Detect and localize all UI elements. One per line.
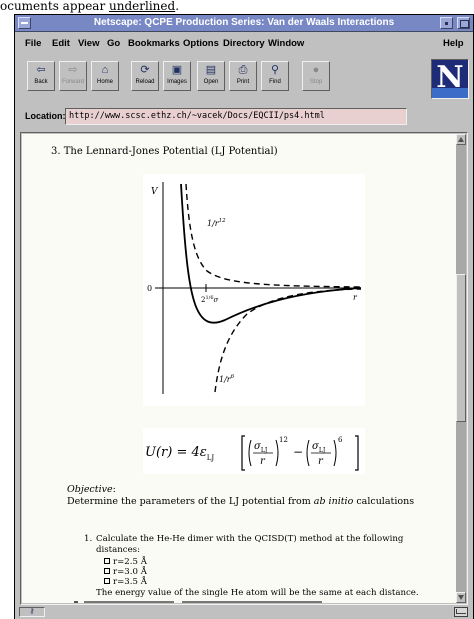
back-button[interactable]: ⇦ Back [27,61,55,91]
distance-item: r=2.5 Å [104,557,147,567]
svg-text:r: r [318,456,323,467]
netscape-n-icon: N [436,60,464,95]
svg-text:σLJ: $\sigma_{LJ}$ [254,441,268,454]
scroll-down-icon[interactable] [456,592,466,603]
forward-button[interactable]: ⇨ Forward [59,61,87,91]
zero-label: 0 [147,284,153,293]
cutoff-text [62,600,362,603]
stop-icon: ● [312,64,320,76]
print-icon: ⎙ [238,64,248,76]
home-icon: ⌂ [101,64,109,76]
lj-formula [143,428,365,474]
netscape-logo[interactable] [431,59,469,99]
svg-text:σLJ: $\sigma_{LJ}$ [312,441,326,454]
open-icon: ▤ [205,64,217,76]
lj-potential-graph [143,174,365,406]
attractive-label: $1/r^6$ [219,374,235,384]
forward-arrow-icon: ⇨ [68,64,78,76]
distance-item: r=3.5 Å [104,577,147,587]
content-frame [20,132,468,605]
menu-edit[interactable]: Edit [52,38,70,49]
objective-text: Determine the parameters of the LJ potential from ab initio calculations [67,496,415,507]
svg-text:6: 6 [338,436,343,444]
menu-bar [15,33,473,55]
v-label: V [151,187,158,197]
scroll-thumb[interactable] [456,274,466,422]
print-button[interactable]: ⎙ Print [229,61,257,91]
square-bullet-icon [104,558,110,564]
objective-label: Objective: [67,484,116,495]
lj-formula-svg [143,428,365,474]
scroll-up-icon[interactable] [456,134,466,145]
toolbar [15,55,473,105]
browser-window [14,14,474,619]
title-bar[interactable] [15,15,473,32]
square-bullet-icon [104,578,110,584]
svg-text:U(r) = 4εLJ: $U(r) = 4\varepsilon_{LJ}$ [145,445,215,462]
minimum-label: $2^{1/6}\sigma$ [201,295,219,304]
stop-button[interactable]: ● Stop [302,61,330,91]
status-bar [15,605,473,619]
section-heading: 3. The Lennard-Jones Potential (LJ Potential) [51,146,278,157]
square-bullet-icon [104,568,110,574]
svg-text:12: 12 [279,436,288,444]
svg-text:−: − [293,445,304,459]
svg-text:r: r [260,456,265,467]
menu-bookmarks[interactable]: Bookmarks [128,38,180,49]
menu-window[interactable]: Window [268,38,305,49]
location-input[interactable]: http://www.scsc.ethz.ch/~vacek/Docs/EQCII/ps4.html [65,108,407,125]
home-button[interactable]: ⌂ Home [91,61,119,91]
security-key-icon[interactable]: ⚷ [19,607,45,617]
maximize-icon[interactable] [457,17,470,29]
r-label: r [353,293,357,302]
page-content[interactable]: 3. The Lennard-Jones Potential (LJ Potential) V 0 r $1/r^{12}$ $1/r^6$ $2^{1/6}\sigma$ $U(r) = 4\varepsilon_{LJ}$ $\sigma_{LJ}$ r 12 − $\sigma_{LJ}$ r 6 Objective: Determine the parameters of the LJ potential from ab initio calculations 1. Calculate the He-He dimer with the QCISD(T) method at the following distances: r=2.5 Å r=3.0 Å r=3.5 Å The energy value of the single He atom will be the same at each distance. [22,134,456,603]
energy-note: The energy value of the single He atom will be the same at each distance. [96,588,419,598]
menu-directory[interactable]: Directory [223,38,265,49]
find-button[interactable]: ⚲ Find [261,61,289,91]
vertical-scrollbar[interactable] [456,134,466,603]
reload-button[interactable]: ⟳ Reload [131,61,159,91]
menu-view[interactable]: View [78,38,100,49]
images-icon: ▣ [171,64,183,76]
repulsive-curve [186,184,361,287]
menu-go[interactable]: Go [107,38,121,49]
repulsive-label: $1/r^{12}$ [207,218,226,228]
mail-icon[interactable] [454,607,468,617]
location-label: Location: [25,111,66,121]
menu-file[interactable]: File [25,38,42,49]
reload-icon: ⟳ [140,64,150,76]
find-icon: ⚲ [270,64,280,76]
location-bar [15,105,473,129]
minimize-icon[interactable] [440,17,453,29]
distance-item: r=3.0 Å [104,567,147,577]
lj-potential-plot [143,174,365,406]
window-title: Netscape: QCPE Production Series: Van der Waals Interactions [93,17,395,28]
back-arrow-icon: ⇦ [36,64,46,76]
menu-help[interactable]: Help [443,38,464,49]
images-button[interactable]: ▣ Images [163,61,191,91]
menu-options[interactable]: Options [183,38,219,49]
open-button[interactable]: ▤ Open [197,61,225,91]
attractive-curve [215,289,361,392]
page-text-snippet: ocuments appear underlined. [0,0,474,14]
